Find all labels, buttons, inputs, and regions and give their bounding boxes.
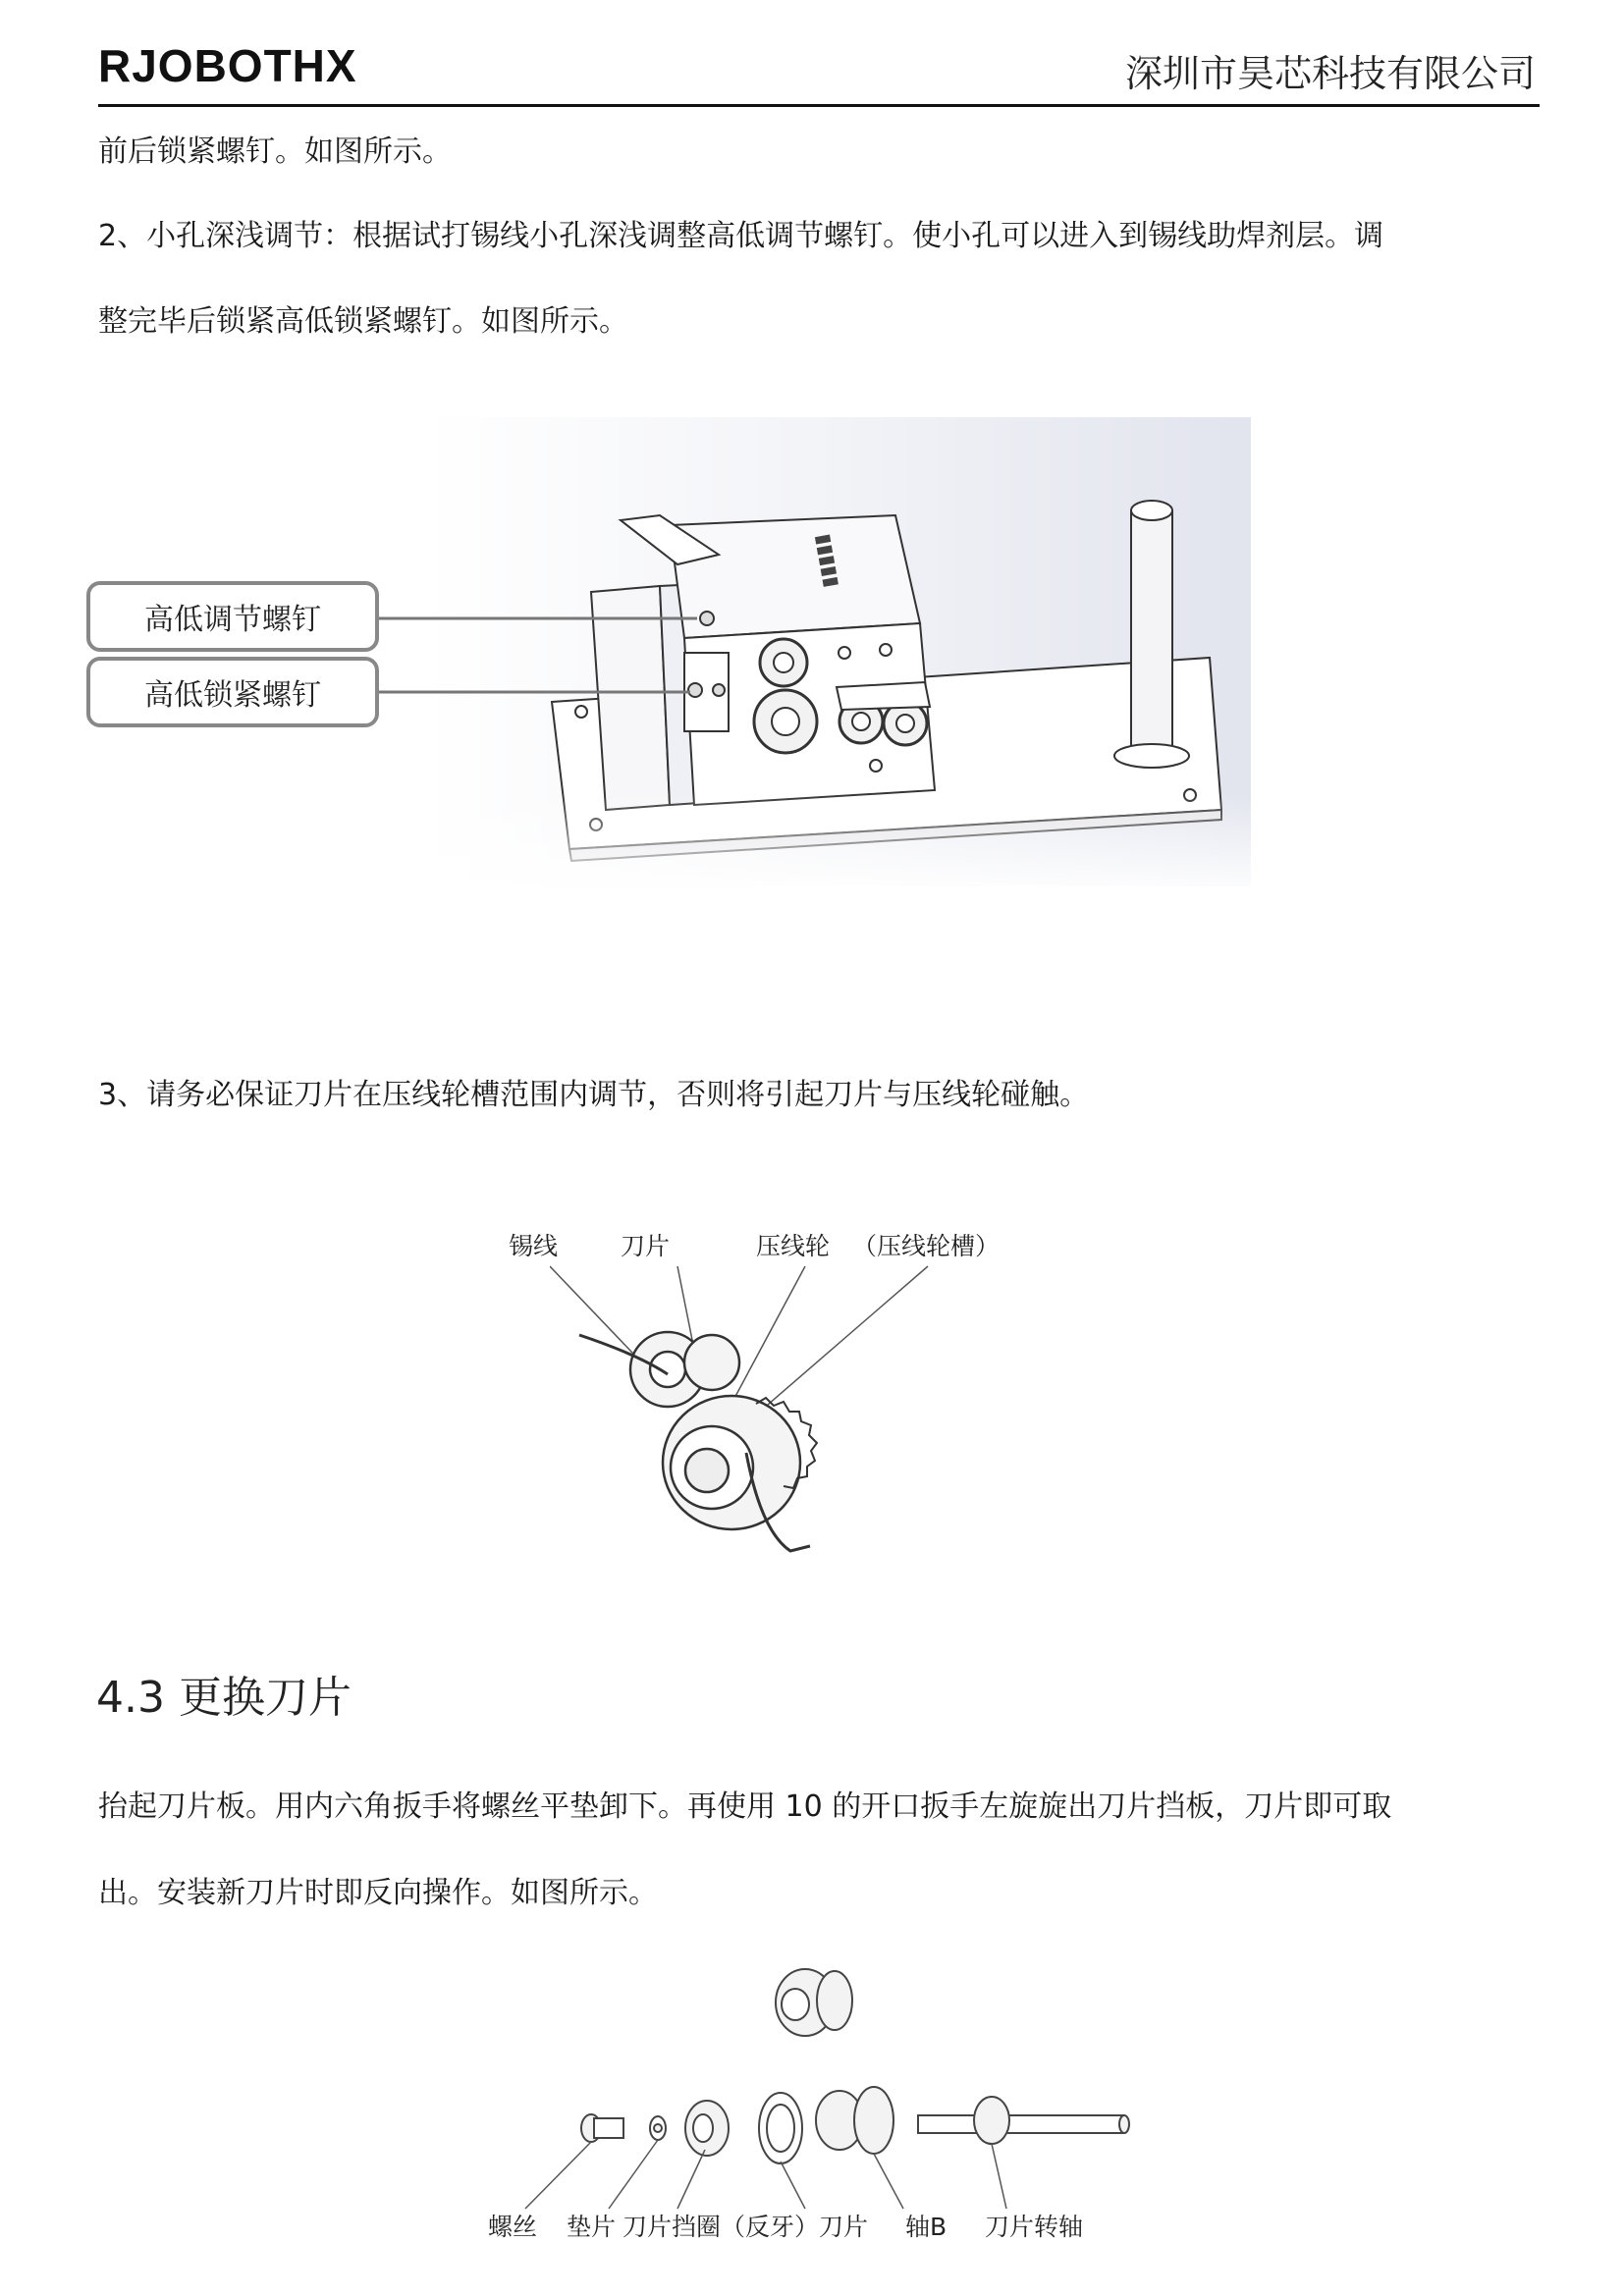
company-logo: RJOBOTHX — [98, 40, 357, 91]
label-press-wheel-groove: （压线轮槽） — [852, 1232, 1001, 1260]
header-divider — [98, 104, 1540, 107]
paragraph-hole-depth-line2: 整完毕后锁紧高低锁紧螺钉。如图所示。 — [98, 304, 628, 339]
paragraph-hole-depth-line1: 2、小孔深浅调节：根据试打锡线小孔深浅调整高低调节螺钉。使小孔可以进入到锡线助焊剂层。调 — [98, 219, 1384, 253]
label-retaining-ring-blade: 刀片挡圈（反牙）刀片 — [623, 2213, 869, 2241]
label-blade: 刀片 — [621, 1232, 671, 1260]
paragraph-replace-blade-line1: 抬起刀片板。用内六角扳手将螺丝平垫卸下。再使用 10 的开口扳手左旋旋出刀片挡板，刀片即可取 — [98, 1789, 1392, 1824]
label-press-wheel: 压线轮 — [756, 1232, 831, 1260]
label-washer: 垫片 — [567, 2213, 617, 2241]
figure-blade-wheel — [550, 1256, 1041, 1580]
section-title-replace-blade: 4.3 更换刀片 — [96, 1673, 352, 1723]
callout-height-lock-screw: 高低锁紧螺钉 — [86, 657, 379, 727]
company-name: 深圳市昊芯科技有限公司 — [1124, 52, 1536, 95]
paragraph-blade-range: 3、请务必保证刀片在压线轮槽范围内调节，否则将引起刀片与压线轮碰触。 — [98, 1078, 1090, 1112]
label-screw: 螺丝 — [488, 2213, 538, 2241]
label-solder-wire: 锡线 — [509, 1232, 559, 1260]
callout-leader-lines — [373, 604, 707, 702]
callout-height-adjust-screw: 高低调节螺钉 — [86, 581, 379, 652]
label-blade-shaft: 刀片转轴 — [985, 2213, 1084, 2241]
label-axis-b: 轴B — [905, 2213, 947, 2241]
paragraph-replace-blade-line2: 出。安装新刀片时即反向操作。如图所示。 — [98, 1876, 658, 1910]
paragraph-continuation: 前后锁紧螺钉。如图所示。 — [98, 134, 452, 169]
figure-exploded-parts — [471, 1953, 1198, 2218]
